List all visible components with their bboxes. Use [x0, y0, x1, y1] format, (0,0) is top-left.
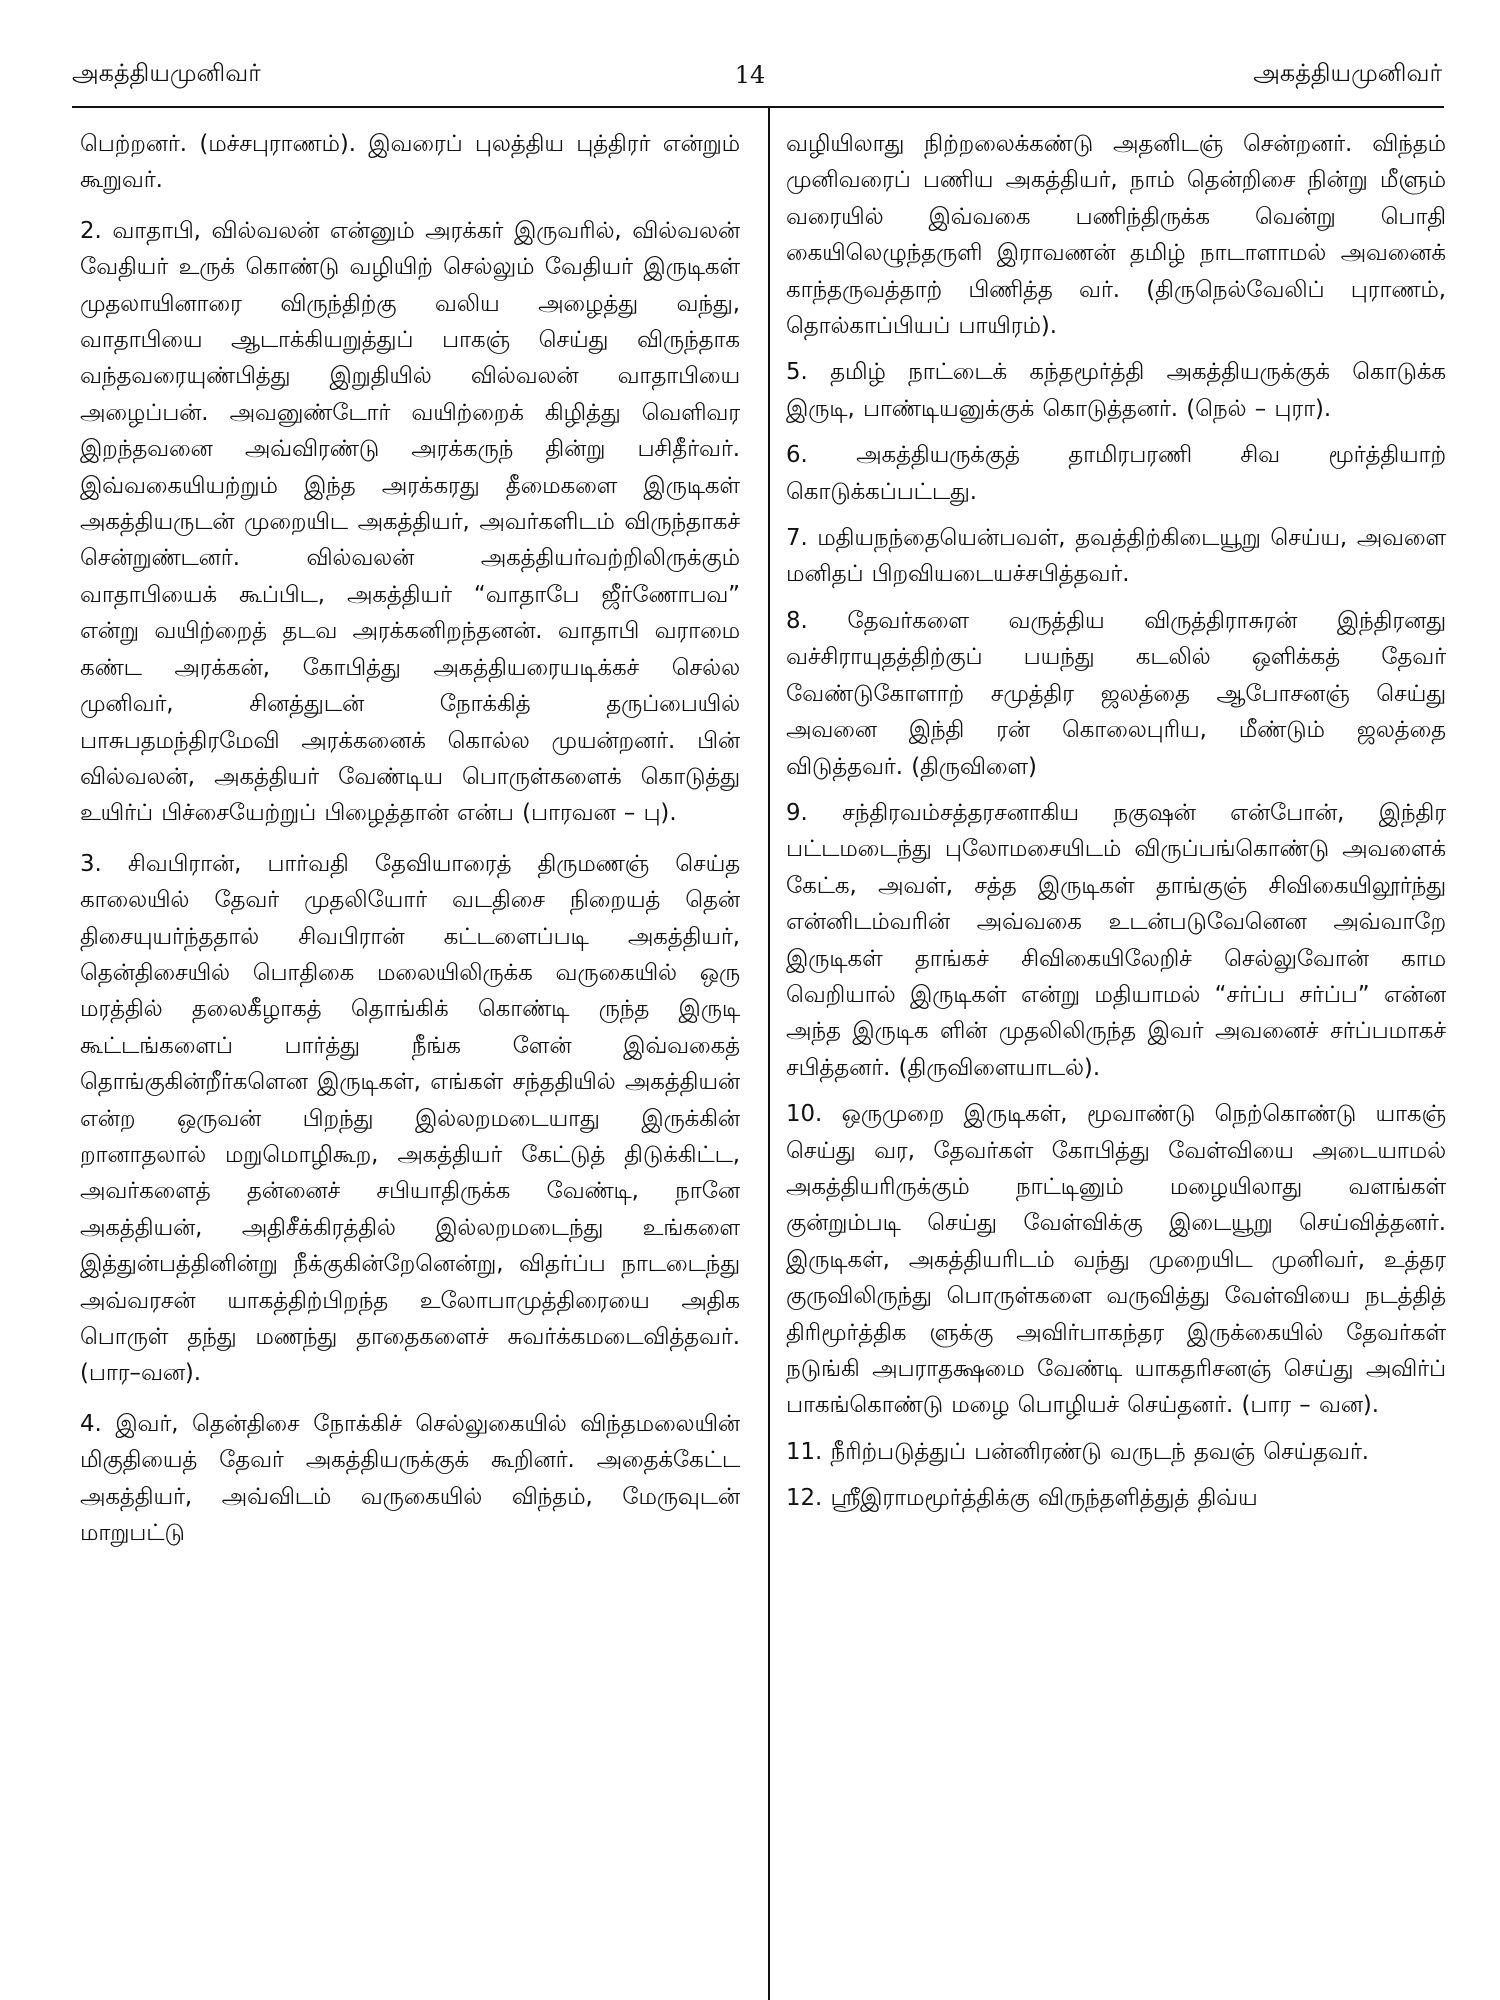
left-column: [80, 126, 740, 1986]
entry-paragraph-6: 6. அகத்தியருக்குத் தாமிரபரணி சிவ மூர்த்தியாற் கொடுக்கப்பட்டது.: [786, 442, 1446, 505]
running-head-left: அகத்தியமுனிவர்: [72, 59, 261, 87]
entry-paragraph-5: 5. தமிழ் நாட்டைக் கந்தமூர்த்தி அகத்தியருக்குக் கொடுக்க இருடி, பாண்டியனுக்குக் கொடுத்தனர். (நெல் – புரா).: [786, 359, 1446, 422]
entry-paragraph-4: 4. இவர், தென்திசை நோக்கிச் செல்லுகையில் விந்தமலையின் மிகுதியைத் தேவர் அகத்தியருக்குக் கூறினர். அதைக்கேட்ட அகத்தியர், அவ்விடம் வருகையில் விந்தம், மேருவுடன் மாறுபட்டு: [80, 1410, 740, 1547]
right-column: [786, 126, 1446, 1986]
page-number: 14: [734, 61, 766, 89]
entry-paragraph-3: 3. சிவபிரான், பார்வதி தேவியாரைத் திருமணஞ் செய்த காலையில் தேவர் முதலியோர் வடதிசை நிறையத் தென் திசையுயர்ந்ததால் சிவபிரான் கட்டளைப்படி அகத்தியர், தென்திசையில் பொதிகை மலையிலிருக்க வருகையில் ஒரு மரத்தில் தலைகீழாகத் தொங்கிக் கொண்டி ருந்த இருடி கூட்டங்களைப் பார்த்து நீங்க ளேன் இவ்வகைத் தொங்குகின்றீர்களென இருடிகள், எங்கள் சந்ததியில் அகத்தியன் என்ற ஒருவன் பிறந்து இல்லறமடையாது இருக்கின் றானாதலால் மறுமொழிகூற, அகத்தியர் கேட்டுத் திடுக்கிட்ட, அவர்களைத் தன்னைச் சபியாதிருக்க வேண்டி, நானே அகத்தியன், அதிசீக்கிரத்தில் இல்லறமடைந்து உங்களை இத்துன்பத்தினின்று நீக்குகின்றேனென்று, விதர்ப்ப நாடடைந்து அவ்வரசன் யாகத்திற்பிறந்த உலோபாமுத்திரையை அதிக பொருள் தந்து மணந்து தாதைகளைச் சுவர்க்கமடைவித்தவர். (பார–வன).: [80, 850, 740, 1387]
entry-paragraph-11: 11. நீரிற்படுத்துப் பன்னிரண்டு வருடந் தவஞ் செய்தவர்.: [786, 1438, 1369, 1465]
running-head-right: அகத்தியமுனிவர்: [1253, 59, 1442, 87]
entry-paragraph-4-continued: வழியிலாது நிற்றலைக்கண்டு அதனிடஞ் சென்றனர். விந்தம் முனிவரைப் பணிய அகத்தியர், நாம் தென்றிசை நின்று மீளும் வரையில் இவ்வகை பணிந்திருக்க வென்று பொதி கையிலெழுந்தருளி இராவணன் தமிழ் நாடாளாமல் அவனைக் காந்தருவத்தாற் பிணித்த வர். (திருநெல்வேலிப் புராணம், தொல்காப்பியப் பாயிரம்).: [786, 131, 1446, 340]
entry-paragraph-8: 8. தேவர்களை வருத்திய விருத்திராசுரன் இந்திரனது வச்சிராயுதத்திற்குப் பயந்து கடலில் ஒளிக்கத் தேவர் வேண்டுகோளாற் சமுத்திர ஜலத்தை ஆபோசனஞ் செய்து அவனை இந்தி ரன் கொலைபுரிய, மீண்டும் ஜலத்தை விடுத்தவர். (திருவிளை): [786, 607, 1446, 780]
entry-paragraph-2: 2. வாதாபி, வில்வலன் என்னும் அரக்கர் இருவரில், வில்வலன் வேதியர் உருக் கொண்டு வழியிற் செல்லும் வேதியர் இருடிகள் முதலாயினாரை விருந்திற்கு வலிய அழைத்து வந்து, வாதாபியை ஆடாக்கியறுத்துப் பாகஞ் செய்து விருந்தாக வந்தவரையுண்பித்து இறுதியில் வில்வலன் வாதாபியை அழைப்பன். அவனுண்டோர் வயிற்றைக் கிழித்து வெளிவர இறந்தவனை அவ்விரண்டு அரக்கருந் தின்று பசிதீர்வர். இவ்வகையியற்றும் இந்த அரக்கரது தீமைகளை இருடிகள் அகத்தியருடன் முறையிட அகத்தியர், அவர்களிடம் விருந்தாகச் சென்றுண்டனர். வில்வலன் அகத்தியர்வற்றிலிருக்கும் வாதாபியைக் கூப்பிட, அகத்தியர் “வாதாபே ஜீர்ணோபவ” என்று வயிற்றைத் தடவ அரக்கனிறந்தனன். வாதாபி வராமை கண்ட அரக்கன், கோபித்து அகத்தியரையடிக்கச் செல்ல முனிவர், சினத்துடன் நோக்கித் தருப்பையில் பாசுபதமந்திரமேவி அரக்கனைக் கொல்ல முயன்றனர். பின் வில்வலன், அகத்தியர் வேண்டிய பொருள்களைக் கொடுத்து உயிர்ப் பிச்சையேற்றுப் பிழைத்தான் என்ப (பாரவன – பு).: [80, 217, 740, 827]
entry-paragraph-10: 10. ஒருமுறை இருடிகள், மூவாண்டு நெற்கொண்டு யாகஞ் செய்து வர, தேவர்கள் கோபித்து வேள்வியை அடையாமல் அகத்தியரிருக்கும் நாட்டினும் மழையிலாது வளங்கள் குன்றும்படி செய்து வேள்விக்கு இடையூறு செய்வித்தனர். இருடிகள், அகத்தியரிடம் வந்து முறையிட முனிவர், உத்தர குருவிலிருந்து பொருள்களை வருவித்து வேள்வியை நடத்தித் திரிமூர்த்திக ளுக்கு அவிர்பாகந்தர இருக்கையில் தேவர்கள் நடுங்கி அபராதக்ஷமை வேண்டி யாகதரிசனஞ் செய்து அவிர்ப் பாகங்கொண்டு மழை பொழியச் செய்தனர். (பார – வன).: [786, 1101, 1446, 1419]
entry-paragraph-7: 7. மதியநந்தையென்பவள், தவத்திற்கிடையூறு செய்ய, அவளை மனிதப் பிறவியடையச்சபித்தவர்.: [786, 525, 1446, 588]
entry-paragraph-9: 9. சந்திரவம்சத்தரசனாகிய நகுஷன் என்போன், இந்திர பட்டமடைந்து புலோமசையிடம் விருப்பங்கொண்டு அவளைக் கேட்க, அவள், சத்த இருடிகள் தாங்குஞ் சிவிகையிலூர்ந்து என்னிடம்வரின் அவ்வகை உடன்படுவேனென அவ்வாறே இருடிகள் தாங்கச் சிவிகையிலேறிச் செல்லுவோன் காம வெறியால் இருடிகள் என்று மதியாமல் “சர்ப்ப சர்ப்ப” என்ன அந்த இருடிக ளின் முதலிலிருந்த இவர் அவனைச் சர்ப்பமாகச் சபித்தனர். (திருவிளையாடல்).: [786, 799, 1446, 1081]
header-rule: [72, 106, 1444, 108]
paragraph-continued: பெற்றனர். (மச்சபுராணம்). இவரைப் புலத்திய புத்திரர் என்றும் கூறுவர்.: [80, 131, 740, 194]
column-divider: [768, 108, 770, 2000]
entry-paragraph-12: 12. ஸ்ரீஇராமமூர்த்திக்கு விருந்தளித்துத் திவ்ய: [786, 1485, 1258, 1512]
